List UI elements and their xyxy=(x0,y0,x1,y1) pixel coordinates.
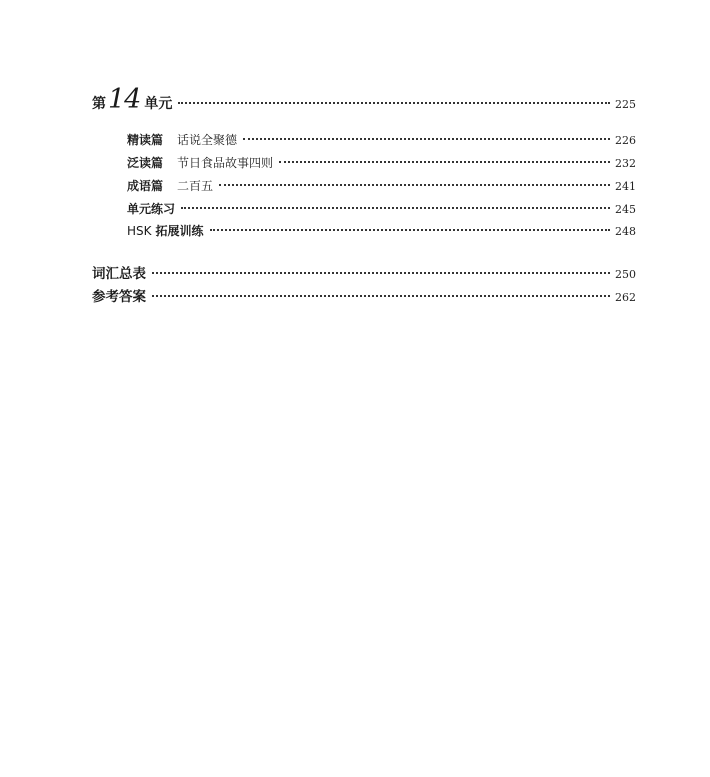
unit-page-number: 225 xyxy=(615,98,636,111)
entry-page-number: 232 xyxy=(615,157,636,170)
toc-entry-vocabulary-list[interactable] xyxy=(92,262,636,282)
entry-section: 单元练习 xyxy=(127,202,176,216)
entry-label xyxy=(92,285,146,305)
toc-entry-intensive-reading[interactable] xyxy=(127,131,636,149)
dot-leader xyxy=(279,161,610,163)
toc-unit-heading[interactable] xyxy=(92,86,636,116)
unit-prefix: 第 xyxy=(92,96,106,112)
appendix-page-number: 262 xyxy=(615,291,636,304)
unit-number: 14 xyxy=(108,84,141,115)
toc-entry-extensive-reading[interactable] xyxy=(127,154,636,172)
toc-entry-hsk-training[interactable] xyxy=(127,222,636,240)
dot-leader xyxy=(178,102,610,104)
entry-title: 话说全聚德 xyxy=(177,133,238,147)
dot-leader xyxy=(152,295,610,297)
entry-title: 节日食品故事四则 xyxy=(177,156,274,170)
appendix-label: 参考答案 xyxy=(92,289,146,305)
toc-entry-unit-exercises[interactable] xyxy=(127,200,636,218)
entry-page-number: 248 xyxy=(615,225,636,238)
entry-title: 二百五 xyxy=(177,179,214,193)
entry-label xyxy=(127,177,213,194)
unit-suffix: 单元 xyxy=(144,96,173,112)
entry-page-number: 226 xyxy=(615,134,636,147)
entry-label xyxy=(127,222,204,239)
entry-page-number: 245 xyxy=(615,203,636,216)
dot-leader xyxy=(181,207,610,209)
unit-heading-label xyxy=(92,86,172,113)
dot-leader xyxy=(219,184,610,186)
entry-page-number: 241 xyxy=(615,180,636,193)
appendix-page-number: 250 xyxy=(615,268,636,281)
entry-label xyxy=(127,131,237,148)
entry-label xyxy=(127,200,175,217)
dot-leader xyxy=(152,272,610,274)
entry-section: 精读篇 xyxy=(127,133,164,147)
entry-label xyxy=(92,262,146,282)
dot-leader xyxy=(210,229,610,231)
entry-section: 成语篇 xyxy=(127,179,164,193)
entry-section: 泛读篇 xyxy=(127,156,164,170)
toc-entry-answer-key[interactable] xyxy=(92,285,636,305)
entry-section-latin: HSK xyxy=(127,224,152,238)
dot-leader xyxy=(243,138,610,140)
toc-entry-idioms[interactable] xyxy=(127,177,636,195)
entry-section: 拓展训练 xyxy=(155,224,204,238)
appendix-label: 词汇总表 xyxy=(92,266,146,282)
entry-label xyxy=(127,154,273,171)
